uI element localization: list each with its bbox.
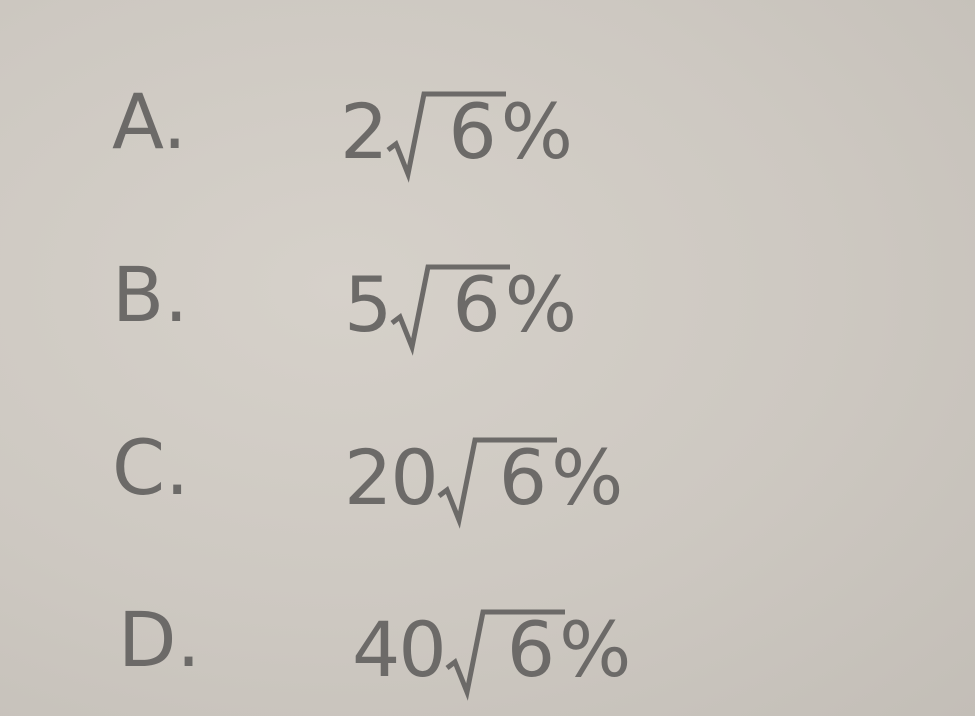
option-letter: C.	[112, 423, 190, 512]
radicand: 6	[498, 433, 548, 522]
coefficient: 20	[344, 433, 437, 522]
option-a	[112, 72, 812, 192]
option-expression	[352, 590, 631, 700]
option-letter: A.	[112, 77, 187, 166]
square-root-icon	[445, 600, 511, 700]
option-d	[118, 590, 818, 710]
option-expression	[344, 245, 577, 355]
square-root-icon	[390, 255, 456, 355]
radicand: 6	[506, 605, 556, 694]
option-b	[112, 245, 812, 365]
radicand: 6	[452, 260, 501, 349]
option-expression	[344, 418, 623, 528]
square-root-icon	[386, 82, 452, 182]
percent-sign: %	[504, 260, 577, 349]
coefficient: 5	[344, 260, 391, 349]
option-letter: B.	[112, 250, 189, 339]
radicand: 6	[448, 87, 497, 176]
square-root-icon	[437, 428, 503, 528]
option-expression	[340, 72, 573, 182]
percent-sign: %	[559, 605, 632, 694]
percent-sign: %	[500, 87, 573, 176]
coefficient: 40	[352, 605, 445, 694]
option-c	[112, 418, 812, 538]
option-letter: D.	[118, 595, 201, 684]
percent-sign: %	[551, 433, 624, 522]
coefficient: 2	[340, 87, 387, 176]
